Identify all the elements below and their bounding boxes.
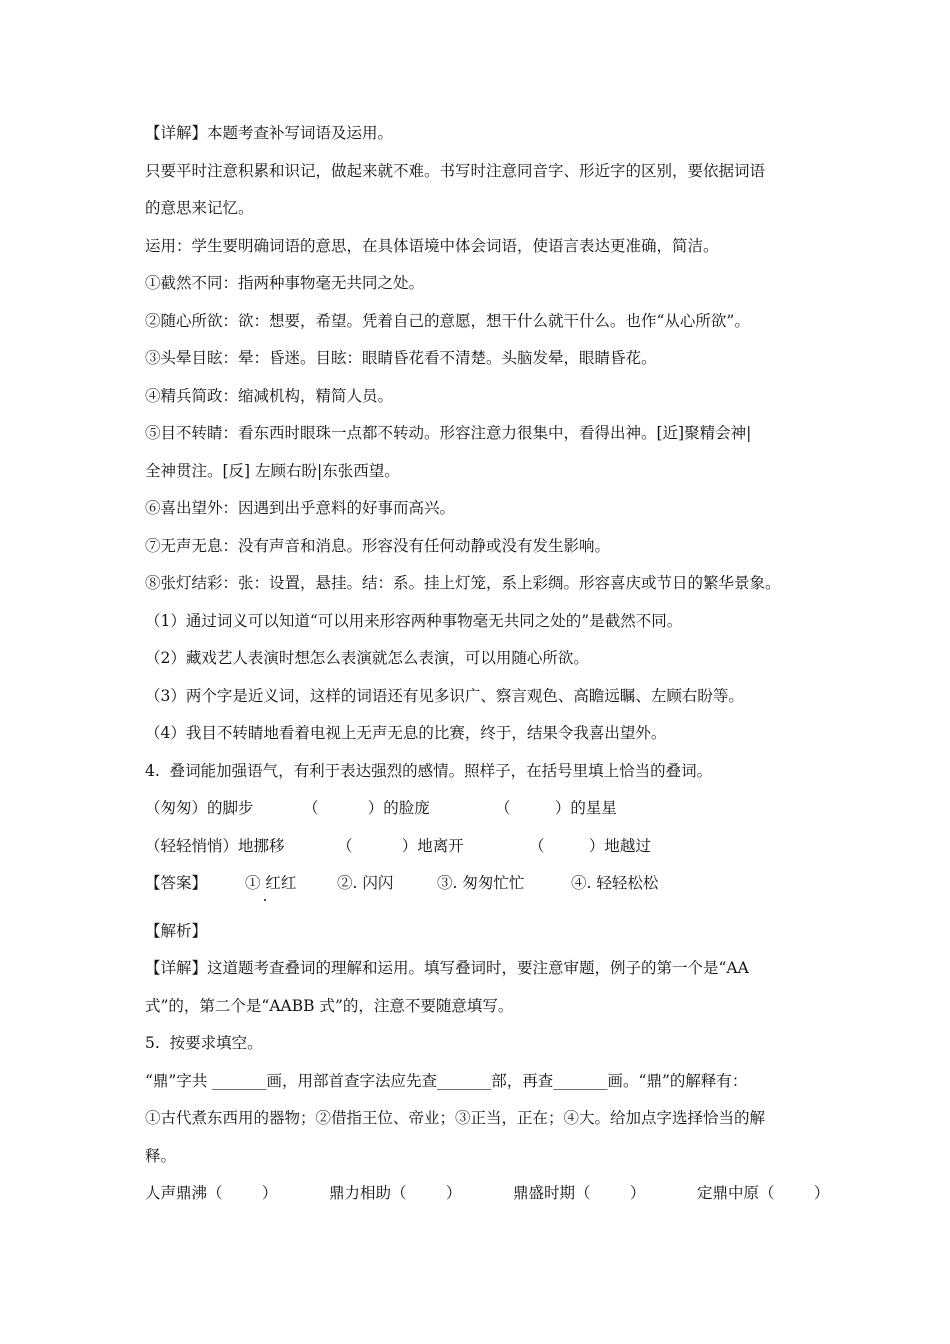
q4-item: （ ）地离开 <box>337 837 464 855</box>
question-4: 4. 叠词能加强语气，有利于表达强烈的感情。照样子，在括号里填上恰当的叠词。 <box>145 762 713 780</box>
text-line: 全神贯注。[反] 左顾右盼|东张西望。 <box>145 462 400 480</box>
text-line: （2）藏戏艺人表演时想怎么表演就怎么表演，可以用随心所欲。 <box>145 649 589 667</box>
text-line: 的意思来记忆。 <box>145 199 254 217</box>
q4-item: （匆匆）的脚步 <box>145 799 254 817</box>
answer-item: ③. 匆匆忙忙 <box>437 874 525 892</box>
answer-item: ④. 轻轻松松 <box>571 874 659 892</box>
text-line: 运用：学生要明确词语的意思，在具体语境中体会词语，使语言表达更准确，简洁。 <box>145 237 719 255</box>
text-line: “鼎”字共 _______画，用部首查字法应先查_______部，再查_______画。“鼎”的解释有： <box>145 1072 748 1090</box>
q5-option: 鼎力相助（ ） <box>329 1184 462 1202</box>
answer-item: ① 红红 <box>245 874 297 892</box>
text-line: （3）两个字是近义词，这样的词语还有见多识广、察言观色、高瞻远瞩、左顾右盼等。 <box>145 687 744 705</box>
text-line: ③头晕目眩：晕：昏迷。目眩：眼睛昏花看不清楚。头脑发晕，眼睛昏花。 <box>145 349 657 367</box>
detail-line: 【详解】本题考查补写词语及运用。 <box>145 124 394 142</box>
q4-item: （ ）的星星 <box>495 799 617 817</box>
emphasis-dot <box>264 899 266 901</box>
answer-item: ②. 闪闪 <box>337 874 394 892</box>
q4-item: （轻轻悄悄）地挪移 <box>145 837 285 855</box>
text-line: ⑧张灯结彩：张：设置，悬挂。结：系。挂上灯笼，系上彩绸。形容喜庆或节日的繁华景象。 <box>145 574 781 592</box>
text-line: （1）通过词义可以知道“可以用来形容两种事物毫无共同之处的”是截然不同。 <box>145 612 683 630</box>
text-line: ②随心所欲：欲：想要，希望。凭着自己的意愿，想干什么就干什么。也作“从心所欲”。 <box>145 312 750 330</box>
text-line: ①截然不同：指两种事物毫无共同之处。 <box>145 274 425 292</box>
text-line: ①古代煮东西用的器物；②借指王位、帝业；③正当，正在；④大。给加点字选择恰当的解 <box>145 1109 766 1127</box>
text-line: 【详解】这道题考查叠词的理解和运用。填写叠词时，要注意审题，例子的第一个是“AA <box>145 959 749 977</box>
text-line: 式”的，第二个是“AABB 式”的，注意不要随意填写。 <box>145 997 514 1015</box>
analysis-heading: 【解析】 <box>145 922 208 940</box>
text-line: 释。 <box>145 1147 177 1165</box>
q4-item: （ ）的脸庞 <box>303 799 430 817</box>
text-line: ④精兵简政：缩减机构，精简人员。 <box>145 387 394 405</box>
q4-item: （ ）地越过 <box>529 837 651 855</box>
text-line: ⑤目不转睛：看东西时眼珠一点都不转动。形容注意力很集中，看得出神。[近]聚精会神| <box>145 424 752 442</box>
text-line: 只要平时注意积累和识记，做起来就不难。书写时注意同音字、形近字的区别，要依据词语 <box>145 162 766 180</box>
text-line: ⑥喜出望外：因遇到出乎意料的好事而高兴。 <box>145 499 456 517</box>
text-line: （4）我目不转睛地看着电视上无声无息的比赛，终于，结果令我喜出望外。 <box>145 724 667 742</box>
q5-option: 定鼎中原（ ） <box>697 1184 830 1202</box>
question-5: 5. 按要求填空。 <box>145 1034 263 1052</box>
text-line: ⑦无声无息：没有声音和消息。形容没有任何动静或没有发生影响。 <box>145 537 611 555</box>
q5-option: 人声鼎沸（ ） <box>145 1184 278 1202</box>
q5-option: 鼎盛时期（ ） <box>513 1184 646 1202</box>
answer-label: 【答案】 <box>145 874 208 892</box>
